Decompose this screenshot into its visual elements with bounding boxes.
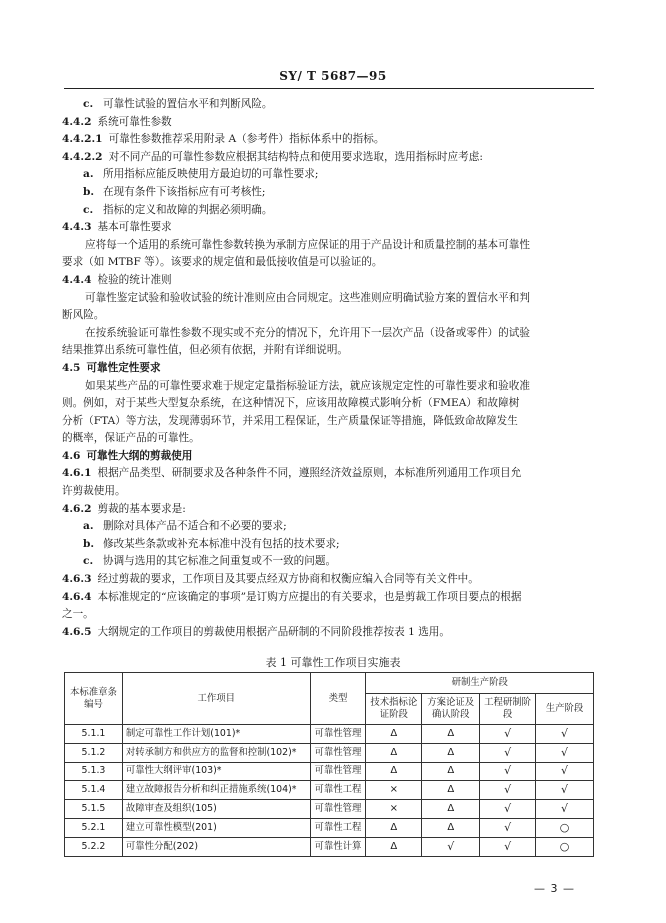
- list-item-c: c. 可靠性试验的置信水平和判断风险。: [83, 98, 273, 110]
- section-4-6-1: 4.6.1 根据产品类型、研制要求及各种条件不同，遵照经济效益原则，本标准所列通用工作项目允: [62, 467, 522, 480]
- document-body: [62, 96, 598, 641]
- section-4-5: 4.5 可靠性定性要求: [62, 361, 161, 374]
- paragraph-line: 分析（FTA）等方法，发现薄弱环节，并采用工程保证，生产质量保证等措施，降低致命故障发生: [62, 414, 518, 427]
- header-rule: [64, 88, 594, 89]
- table-row: 5.1.1 制定可靠性工作计划(101)* 可靠性管理 Δ Δ √ √: [65, 725, 594, 744]
- list-item-b: b. 在现有条件下该指标应有可考核性;: [83, 185, 266, 198]
- header-stage-2: 方案论证及确认阶段: [422, 694, 480, 725]
- list-item-c: c. 指标的定义和故障的判据必须明确。: [83, 203, 273, 216]
- header-stage-4: 生产阶段: [536, 694, 594, 725]
- paragraph-line: 在按系统验证可靠性参数不现实或不充分的情况下，允许用下一层次产品（设备或零件）的试验: [85, 326, 530, 339]
- table-row: 5.1.5 故障审查及组织(105) 可靠性管理 × Δ √ √: [65, 800, 594, 819]
- table-caption: 表 1 可靠性工作项目实施表: [265, 656, 401, 669]
- table-row: 5.1.4 建立故障报告分析和纠正措施系统(104)* 可靠性工程 × Δ √ √: [65, 781, 594, 800]
- section-4-6-2: 4.6.2 剪裁的基本要求是:: [62, 502, 186, 515]
- section-4-6-4: 4.6.4 本标准规定的“应该确定的事项”是订购方应提出的有关要求，也是剪裁工作项目要点的根据: [62, 590, 522, 603]
- header-stage-3: 工程研制阶段: [480, 694, 536, 725]
- paragraph-line: 应将每一个适用的系统可靠性参数转换为承制方应保证的用于产品设计和质量控制的基本可靠性: [85, 238, 530, 251]
- header-chapter: 本标准章条编号: [65, 673, 123, 725]
- paragraph-line: 可靠性鉴定试验和验收试验的统计准则应由合同规定。这些准则应明确试验方案的置信水平和判: [85, 291, 530, 304]
- section-4-4-2-1: 4.4.2.1 可靠性参数推荐采用附录 A（参考件）指标体系中的指标。: [62, 133, 385, 146]
- page-number: — 3 —: [534, 882, 575, 895]
- section-4-6-5: 4.6.5 大纲规定的工作项目的剪裁使用根据产品研制的不同阶段推荐按表 1 选用。: [62, 625, 450, 638]
- table-row: 5.1.2 对转承制方和供应方的监督和控制(102)* 可靠性管理 Δ Δ √ √: [65, 743, 594, 762]
- section-4-4-3: 4.4.3 基本可靠性要求: [62, 221, 172, 234]
- header-stage-group: 研制生产阶段: [366, 673, 594, 694]
- paragraph-line: 要求（如 MTBF 等）。该要求的规定值和最低接收值是可以验证的。: [62, 256, 383, 269]
- list-item-c: c. 协调与选用的其它标准之间重复或不一致的问题。: [83, 555, 337, 568]
- list-item-a: a. 删除对具体产品不适合和不必要的要求;: [83, 520, 287, 533]
- paragraph-line: 则。例如，对于某些大型复杂系统，在这种情况下，应该用故障模式影响分析（FMEA）和故障树: [62, 397, 520, 410]
- standard-code-header: SY/ T 5687—95: [279, 69, 387, 83]
- paragraph-line: 如果某些产品的可靠性要求难于规定定量指标验证方法，就应该规定定性的可靠性要求和验收准: [85, 379, 530, 392]
- header-type: 类型: [310, 673, 366, 725]
- paragraph-line: 断风险。: [62, 309, 105, 322]
- table-row: 5.1.3 可靠性大纲评审(103)* 可靠性管理 Δ Δ √ √: [65, 762, 594, 781]
- list-item-a: a. 所用指标应能反映使用方最迫切的可靠性要求;: [83, 168, 319, 181]
- section-4-6: 4.6 可靠性大纲的剪裁使用: [62, 449, 193, 462]
- header-item: 工作项目: [122, 673, 310, 725]
- section-4-6-3: 4.6.3 经过剪裁的要求，工作项目及其要点经双方协商和权衡应编入合同等有关文件中。: [62, 573, 479, 586]
- paragraph-line: 结果推算出系统可靠性值，但必须有依据，并附有详细说明。: [62, 344, 349, 357]
- section-4-4-4: 4.4.4 检验的统计准则: [62, 273, 172, 286]
- section-4-4-2-2: 4.4.2.2 对不同产品的可靠性参数应根据其结构特点和使用要求选取，选用指标时应考虑:: [62, 150, 483, 163]
- section-4-4-2: 4.4.2 系统可靠性参数: [62, 115, 172, 128]
- paragraph-line: 许剪裁使用。: [62, 485, 126, 498]
- paragraph-line: 之一。: [62, 608, 94, 621]
- paragraph-line: 的概率，保证产品的可靠性。: [62, 432, 200, 445]
- table-row: 5.2.1 建立可靠性模型(201) 可靠性工程 Δ Δ √ ○: [65, 818, 594, 837]
- reliability-work-items-table: [64, 672, 594, 857]
- header-stage-1: 技术指标论证阶段: [366, 694, 422, 725]
- list-item-b: b. 修改某些条款或补充本标准中没有包括的技术要求;: [83, 537, 340, 550]
- table-row: 5.2.2 可靠性分配(202) 可靠性计算 Δ √ √ ○: [65, 837, 594, 856]
